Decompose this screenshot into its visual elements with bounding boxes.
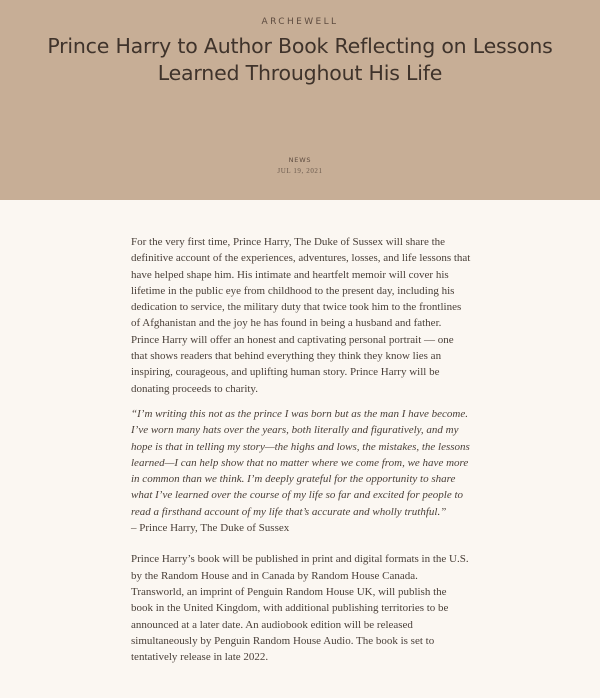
quote-attribution: – Prince Harry, The Duke of Sussex (131, 522, 290, 535)
article-body (131, 234, 471, 665)
brand-label[interactable]: ARCHEWELL (261, 17, 339, 27)
category-label[interactable]: NEWS (288, 156, 312, 164)
publish-date: JUL 19, 2021 (277, 167, 323, 175)
article-intro-paragraph: For the very first time, Prince Harry, The Duke of Sussex will share the definitive account of the experiences, adventures, losses, and life lessons that have helped shape him. His intimate and heartfelt memoir will cover his lifetime in the public eye from childhood to the present day, including his dedication to service, the military duty that twice took him to the frontlines of Afghanistan and the joy he has found in being a husband and father. Prince Harry will offer an honest and captivating personal portrait — one that shows readers that behind everything they think they know lies an inspiring, courageous, and uplifting human story. Prince Harry will be donating proceeds to charity. (131, 236, 471, 395)
article-quote: “I’m writing this not as the prince I was born but as the man I have become. I’ve worn many hats over the years, both literally and figuratively, and my hope is that in telling my story—the highs and lows, the mistakes, the lessons learned—I can help show that no matter where we come from, we have more in common than we think. I’m deeply grateful for the opportunity to share what I’ve learned over the course of my life so far and excited for people to read a firsthand account of my life that’s accurate and wholly truthful.” (131, 407, 470, 518)
article-hero (0, 0, 600, 200)
article-title: Prince Harry to Author Book Reflecting on Lessons Learned Throughout His Life (47, 34, 553, 85)
article-publishing-paragraph: Prince Harry’s book will be published in print and digital formats in the U.S. by the Random House and in Canada by Random House Canada. Transworld, an imprint of Penguin Random House UK, will publish the book in the United Kingdom, with additional publishing territories to be announced at a later date. An audiobook edition will be released simultaneously by Penguin Random House Audio. The book is set to tentatively release in late 2022. (131, 553, 469, 664)
